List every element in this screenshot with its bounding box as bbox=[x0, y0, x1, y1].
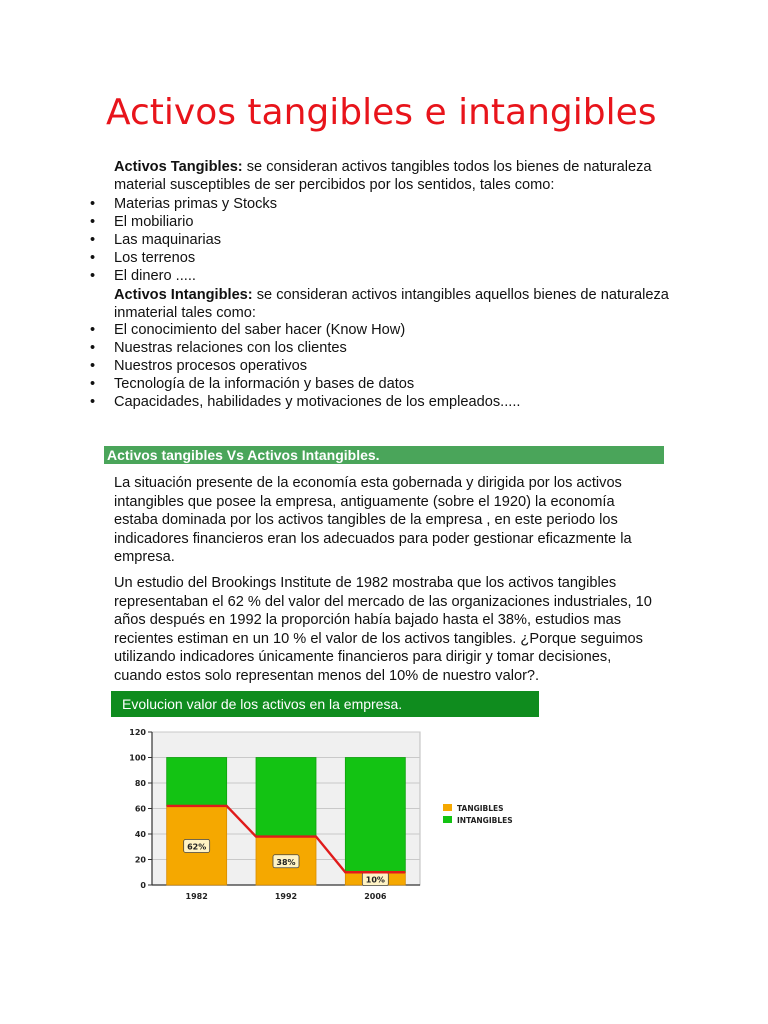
data-label-2006: 10% bbox=[365, 875, 385, 885]
section-heading: Activos tangibles Vs Activos Intangibles. bbox=[104, 446, 664, 464]
bullet-icon: • bbox=[90, 196, 96, 212]
list-item: • Nuestras relaciones con los clientes bbox=[90, 340, 347, 356]
bullet-icon: • bbox=[90, 394, 96, 410]
legend-label-intangibles: INTANGIBLES bbox=[457, 816, 513, 825]
assets-chart bbox=[111, 720, 531, 904]
list-item: • Tecnología de la información y bases de datos bbox=[90, 376, 415, 392]
page-title: Activos tangibles e intangibles bbox=[106, 92, 657, 133]
bullet-icon: • bbox=[90, 250, 96, 266]
bullet-icon: • bbox=[90, 322, 96, 338]
list-item: • Las maquinarias bbox=[90, 232, 222, 248]
data-label-1992: 38% bbox=[276, 857, 296, 867]
legend-swatch-tangibles bbox=[443, 804, 452, 811]
list-item: • El mobiliario bbox=[90, 214, 194, 230]
bar-intangibles-2006 bbox=[345, 758, 405, 873]
x-tick-label-2006: 2006 bbox=[364, 892, 387, 901]
bullet-icon: • bbox=[90, 268, 96, 284]
tangibles-intro bbox=[114, 158, 674, 194]
list-item: • Los terrenos bbox=[90, 250, 196, 266]
x-tick-label-1992: 1992 bbox=[274, 892, 298, 901]
intangibles-list bbox=[90, 321, 520, 411]
legend-swatch-intangibles bbox=[443, 816, 452, 823]
bullet-icon: • bbox=[90, 214, 96, 230]
list-item: • Nuestros procesos operativos bbox=[90, 358, 308, 374]
list-item: • El conocimiento del saber hacer (Know How) bbox=[90, 322, 406, 338]
tangibles-label: Activos Tangibles: bbox=[114, 159, 243, 175]
legend-label-tangibles: TANGIBLES bbox=[457, 804, 504, 813]
y-tick-label: 100 bbox=[129, 753, 146, 763]
y-tick-label: 120 bbox=[129, 728, 146, 737]
bullet-icon: • bbox=[90, 232, 96, 248]
list-item: • El dinero ..... bbox=[90, 268, 196, 284]
bar-intangibles-1982 bbox=[167, 758, 227, 806]
intangibles-intro bbox=[114, 286, 674, 322]
intangibles-label: Activos Intangibles: bbox=[114, 287, 253, 303]
bullet-icon: • bbox=[90, 358, 96, 374]
y-tick-label: 60 bbox=[134, 804, 146, 814]
bar-intangibles-1992 bbox=[256, 758, 316, 837]
list-item: • Capacidades, habilidades y motivaciones de los empleados..... bbox=[90, 394, 521, 410]
x-tick-label-1982: 1982 bbox=[185, 892, 208, 901]
y-tick-label: 20 bbox=[134, 855, 146, 865]
y-tick-label: 40 bbox=[134, 830, 146, 839]
chart-title: Evolucion valor de los activos en la empresa. bbox=[111, 691, 539, 717]
bullet-icon: • bbox=[90, 376, 96, 392]
data-label-1982: 62% bbox=[187, 842, 207, 852]
tangibles-text: se consideran activos tangibles todos los bienes de naturaleza material susceptibles de ser percibidos por los sentidos, tales como: bbox=[114, 159, 652, 193]
paragraph-economy: La situación presente de la economía esta gobernada y dirigida por los activos intangibles que posee la empresa, antiguamente (sobre el 1920) la economía estaba dominada por los activos tangibles de la empresa , en este periodo los indicadores financieros eran los adecuados para poder gestionar eficazmente la empresa. bbox=[114, 475, 632, 565]
y-tick-label: 80 bbox=[134, 779, 146, 788]
paragraph-study: Un estudio del Brookings Institute de 1982 mostraba que los activos tangibles representaban el 62 % del valor del mercado de las organizaciones industriales, 10 años después en 1992 la proporción había bajado hasta el 38%, estudios mas recientes estiman en un 10 % el valor de los activos tangibles. ¿Porque seguimos utilizando indicadores únicamente financieros para dirigir y tomar decisiones, cuando estos solo representan menos del 10% de nuestro valor?. bbox=[114, 575, 652, 684]
list-item: • Materias primas y Stocks bbox=[90, 196, 278, 212]
y-tick-label: 0 bbox=[140, 881, 146, 890]
bullet-icon: • bbox=[90, 340, 96, 356]
tangibles-list bbox=[90, 195, 277, 285]
intangibles-text: se consideran activos intangibles aquellos bienes de naturaleza inmaterial tales como: bbox=[114, 287, 669, 321]
